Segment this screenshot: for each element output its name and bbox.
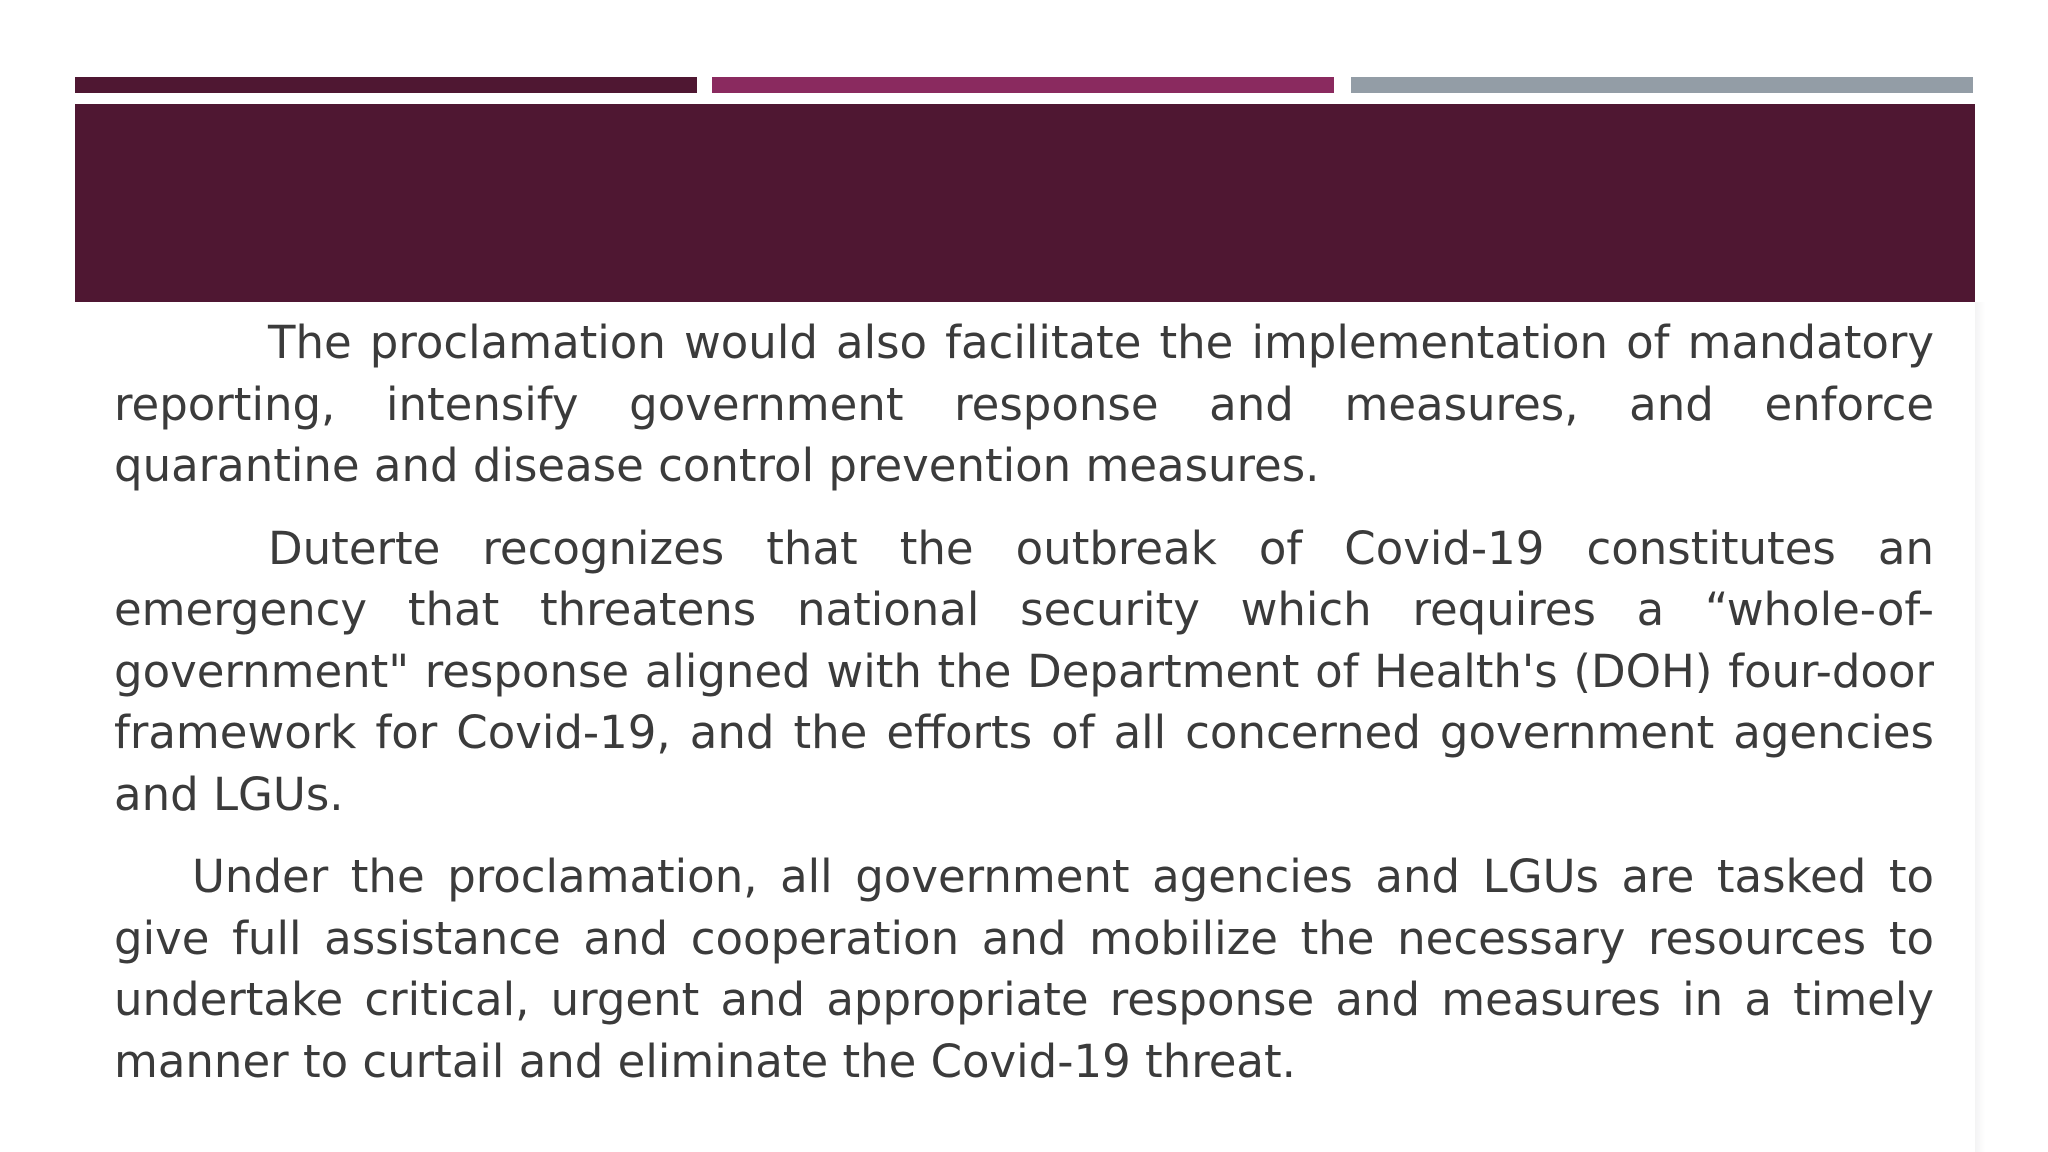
body-paragraph-2: Duterte recognizes that the outbreak of Covid-19 constitutes an emergency that threatens national security which requires a “whole-of-government" response aligned with the Department of Health's (DOH) four-door framework for Covid-19, and the efforts of all concerned government agencies and LGUs. — [114, 521, 1934, 821]
accent-bar-gray — [1351, 77, 1973, 93]
accent-bar-dark — [75, 77, 697, 93]
accent-bar-magenta — [712, 77, 1334, 93]
body-paragraph-1: The proclamation would also facilitate the implementation of mandatory reporting, intensify government response and measures, and enforce quarantine and disease control prevention measures. — [114, 316, 1934, 492]
slide-body — [114, 312, 1934, 1113]
slide-edge-shadow — [1975, 302, 1985, 1152]
title-band — [75, 104, 1975, 302]
body-paragraph-3: Under the proclamation, all government agencies and LGUs are tasked to give full assistance and cooperation and mobilize the necessary resources to undertake critical, urgent and appropriate response and measures in a timely manner to curtail and eliminate the Covid-19 threat. — [114, 850, 1934, 1088]
